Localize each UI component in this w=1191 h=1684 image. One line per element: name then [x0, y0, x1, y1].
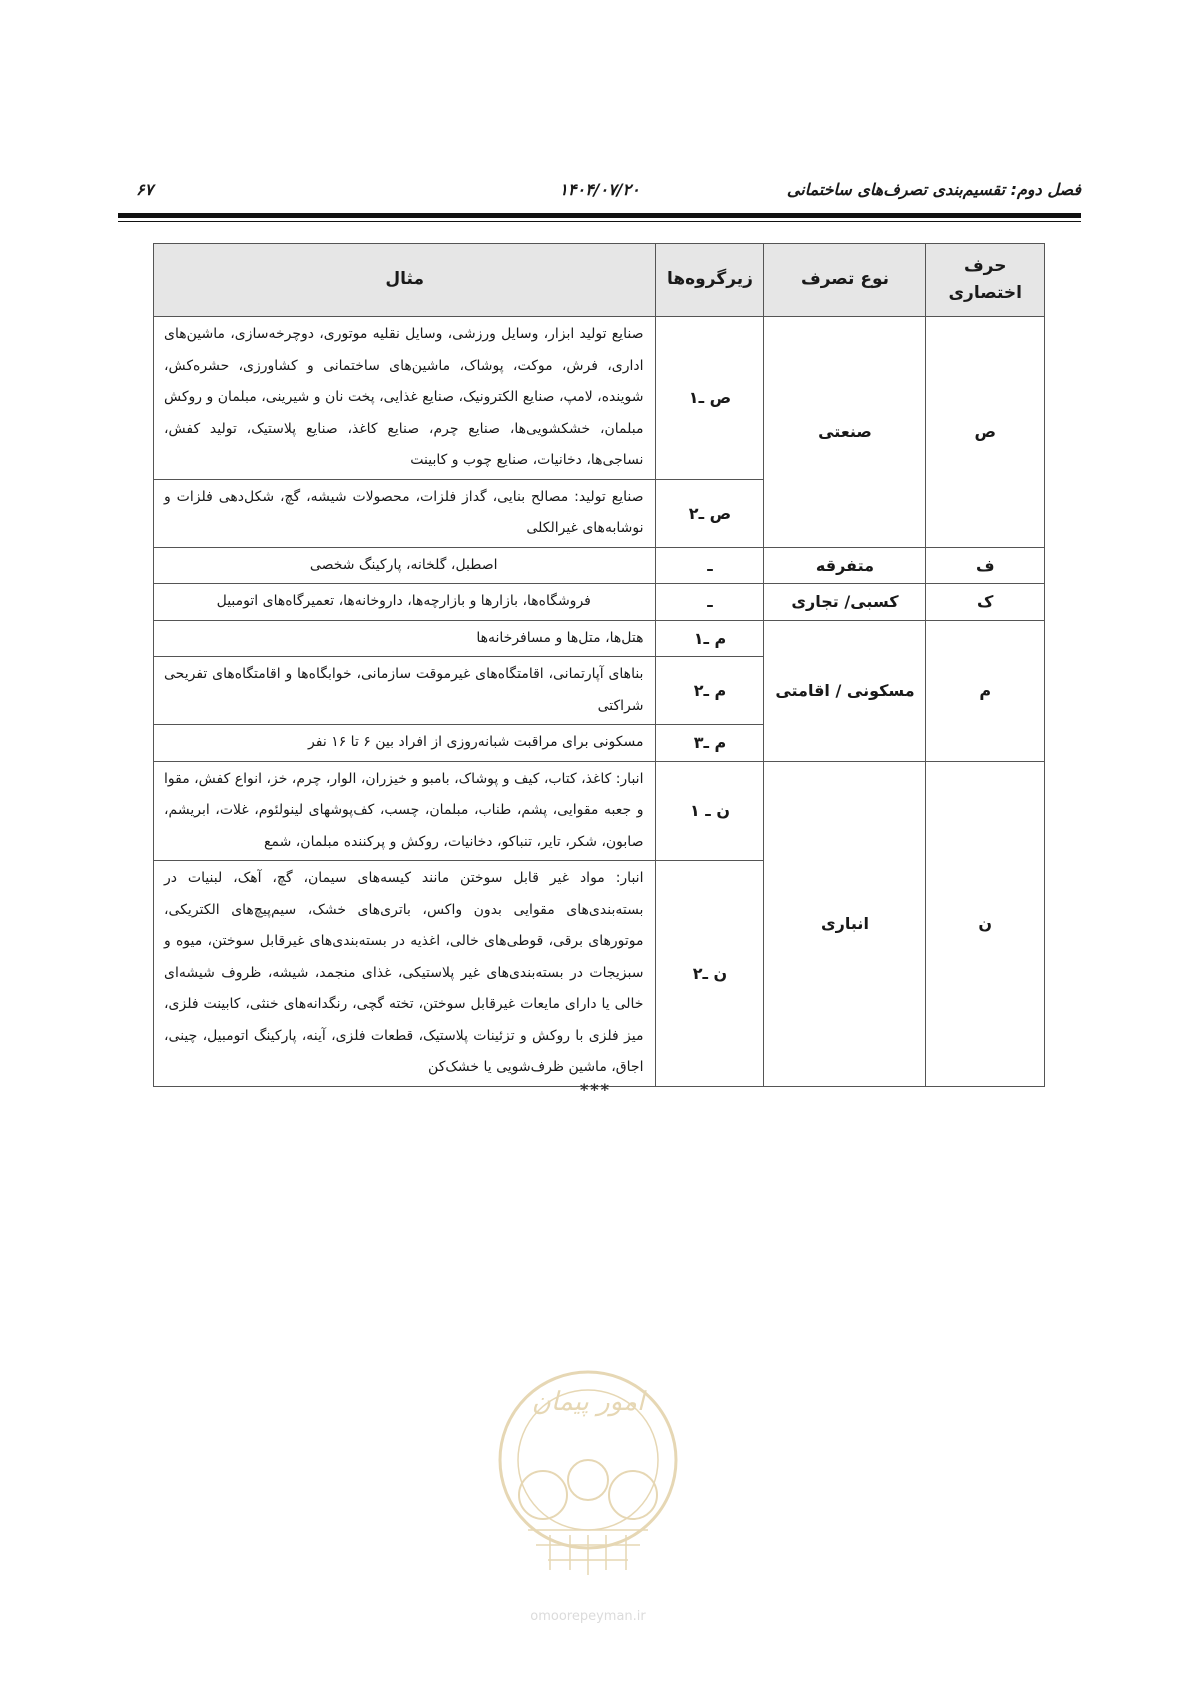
table-row [154, 761, 1045, 861]
occupancy-table [153, 243, 1045, 1087]
table-row [154, 584, 1045, 621]
row-example: انبار: کاغذ، کتاب، کیف و پوشاک، بامبو و خیزران، الوار، چرم، خز، انواع کفش، مقوا و جعبه مقوایی، پشم، طناب، مبلمان، چسب، کف‌پوشهای لینولئوم، غلات، ابریشم، صابون، شکر، تایر، تنباکو، دخانیات، روکش و پرکننده مبلمان، شمع [154, 761, 656, 861]
row-example: صنایع تولید ابزار، وسایل ورزشی، وسایل نقلیه موتوری، دوچرخه‌سازی، ماشین‌های اداری، فرش، موکت، پوشاک، ماشین‌های ساختمانی و کشاورزی، حشره‌کش، شوینده، لامپ، صنایع الکترونیک، صنایع غذایی، پخت نان و شیرینی، مبلمان و روکش مبلمان، خشکشویی‌ها، صنایع چرم، صنایع کاغذ، صنایع پلاستیک، تولید کفش، نساجی‌ها، دخانیات، صنایع چوب و کابینت [154, 317, 656, 480]
row-subgroup: ـ [656, 547, 764, 584]
row-subgroup: م ـ۳ [656, 725, 764, 762]
watermark-logo [488, 1330, 688, 1660]
table-row [154, 547, 1045, 584]
row-type: صنعتی [764, 317, 926, 548]
header-example: مثال [154, 244, 656, 317]
row-letter: ص [926, 317, 1045, 548]
section-divider: *** [579, 1080, 612, 1099]
table-header-row [154, 244, 1045, 317]
row-letter: ک [926, 584, 1045, 621]
header-letter: حرف اختصاری [926, 244, 1045, 317]
watermark-logo-text: امور پیمان [531, 1387, 645, 1417]
header-rule-thick [118, 213, 1081, 218]
row-example: اصطبل، گلخانه، پارکینگ شخصی [154, 547, 656, 584]
row-example: انبار: مواد غیر قابل سوختن مانند کیسه‌های سیمان، گچ، آهک، لبنیات در بسته‌بندی‌های مقوایی بدون واکس، باتری‌های خشک، سیم‌پیچ‌های الکتریکی، موتورهای برقی، قوطی‌های خالی، اغذیه در بسته‌بندی‌های غیرقابل سوختن، میوه و سبزیجات در بسته‌بندی‌های غیر پلاستیکی، غذای منجمد، شیشه، ظروف شیشه‌ای خالی یا دارای مایعات غیرقابل سوختن، تخته گچی، رنگدانه‌های خنثی، کابینت فلزی، میز فلزی با روکش و تزئینات پلاستیک، قطعات فلزی، آینه، پارکینگ اتومبیل، چینی، اجاق، ماشین ظرف‌شویی یا خشک‌کن [154, 861, 656, 1087]
watermark-url: omoorepeyman.ir [530, 1609, 646, 1624]
row-type: کسبی/ تجاری [764, 584, 926, 621]
row-type: مسکونی / اقامتی [764, 620, 926, 761]
row-example: هتل‌ها، متل‌ها و مسافرخانه‌ها [154, 620, 656, 657]
header-date: ۱۴۰۴/۰۷/۲۰ [559, 180, 640, 199]
row-example: بناهای آپارتمانی، اقامتگاه‌های غیرموقت سازمانی، خوابگاه‌ها و اقامتگاه‌های تفریحی شراکتی [154, 657, 656, 725]
page-header [118, 180, 1081, 202]
row-letter: م [926, 620, 1045, 761]
row-subgroup: م ـ۱ [656, 620, 764, 657]
header-type: نوع تصرف [764, 244, 926, 317]
row-example: فروشگاه‌ها، بازارها و بازارچه‌ها، داروخانه‌ها، تعمیرگاه‌های اتومبیل [154, 584, 656, 621]
row-subgroup: ن ـ۲ [656, 861, 764, 1087]
page-number: ۶۷ [136, 180, 154, 199]
row-letter: ف [926, 547, 1045, 584]
row-subgroup: ـ [656, 584, 764, 621]
row-subgroup: ص ـ۲ [656, 479, 764, 547]
row-subgroup: م ـ۲ [656, 657, 764, 725]
row-type: متفرقه [764, 547, 926, 584]
row-example: صنایع تولید: مصالح بنایی، گداز فلزات، محصولات شیشه، گچ، شکل‌دهی فلزات و نوشابه‌های غیرالکلی [154, 479, 656, 547]
row-subgroup: ن ـ ۱ [656, 761, 764, 861]
row-type: انباری [764, 761, 926, 1086]
row-subgroup: ص ـ۱ [656, 317, 764, 480]
watermark-seal-icon [488, 1330, 688, 1660]
row-example: مسکونی برای مراقبت شبانه‌روزی از افراد بین ۶ تا ۱۶ نفر [154, 725, 656, 762]
table-row [154, 620, 1045, 657]
chapter-title: فصل دوم: تقسیم‌بندی تصرف‌های ساختمانی [786, 180, 1081, 199]
header-rule-thin [118, 221, 1081, 222]
header-subgroups: زیرگروه‌ها [656, 244, 764, 317]
row-letter: ن [926, 761, 1045, 1086]
table-row [154, 317, 1045, 480]
